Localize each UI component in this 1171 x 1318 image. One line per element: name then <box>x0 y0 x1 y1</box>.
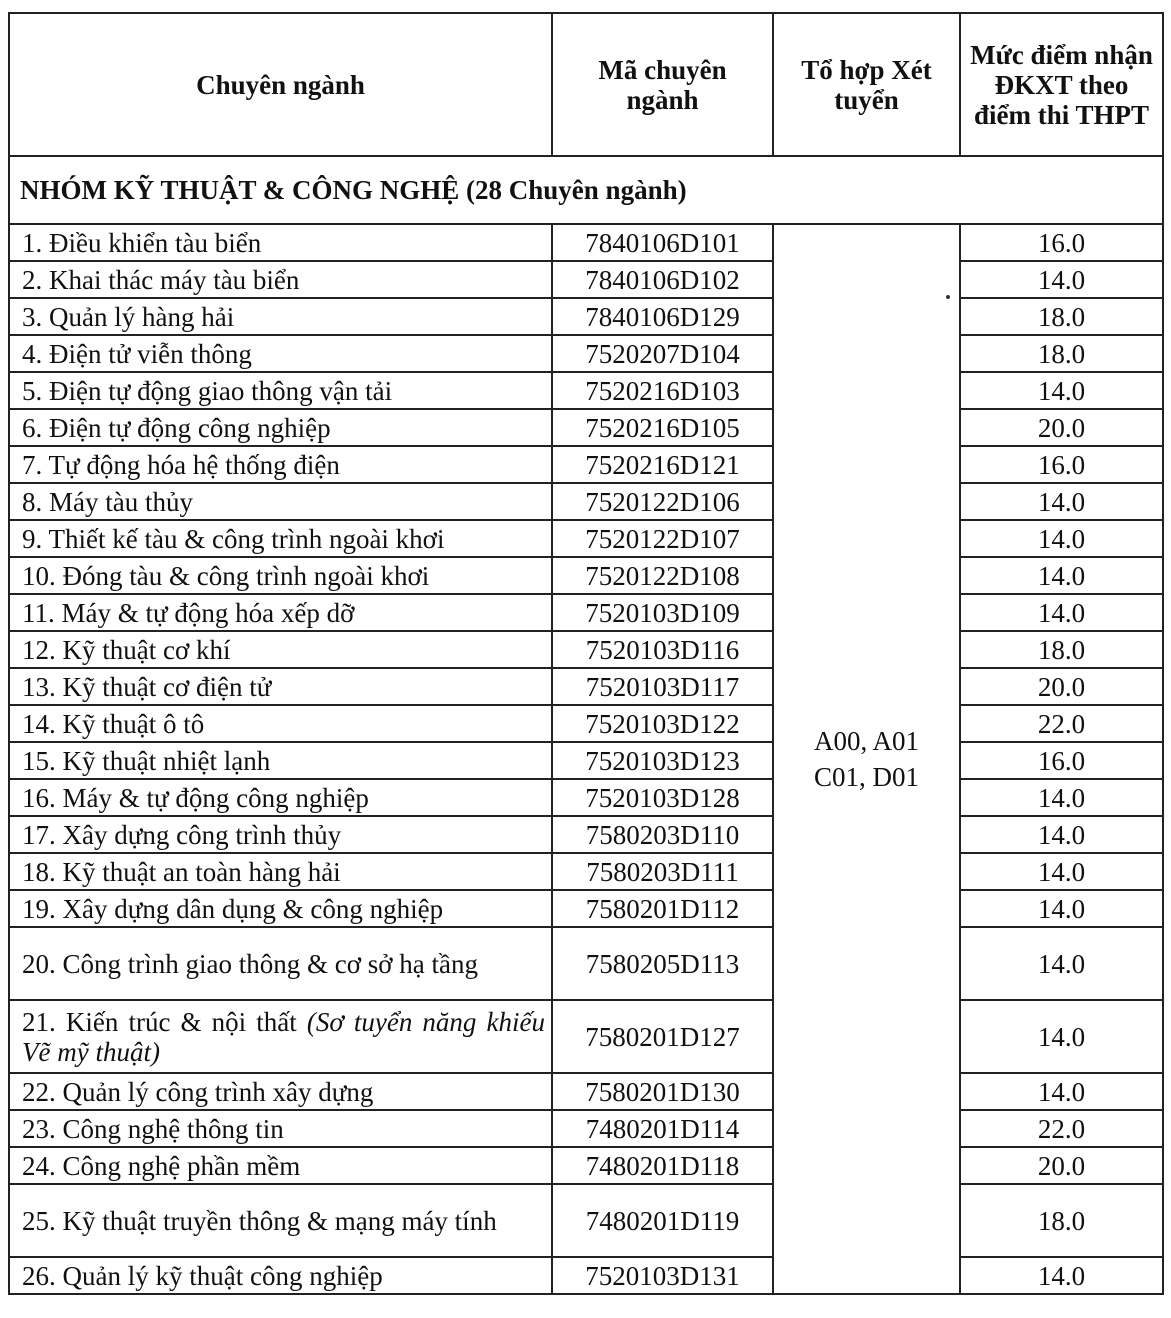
table-row <box>9 483 1163 520</box>
table-row <box>9 1110 1163 1147</box>
major-name: 26. Quản lý kỹ thuật công nghiệp <box>9 1257 552 1294</box>
min-score: 14.0 <box>960 890 1163 927</box>
min-score: 14.0 <box>960 927 1163 1000</box>
min-score: 16.0 <box>960 446 1163 483</box>
table-row <box>9 853 1163 890</box>
major-code: 7840106D102 <box>552 261 773 298</box>
table-row <box>9 927 1163 1000</box>
table-row <box>9 1184 1163 1257</box>
major-code: 7520103D123 <box>552 742 773 779</box>
min-score: 14.0 <box>960 594 1163 631</box>
min-score: 14.0 <box>960 261 1163 298</box>
min-score: 14.0 <box>960 1000 1163 1073</box>
major-code: 7580203D111 <box>552 853 773 890</box>
major-name: 12. Kỹ thuật cơ khí <box>9 631 552 668</box>
major-code: 7520103D131 <box>552 1257 773 1294</box>
table-row <box>9 594 1163 631</box>
major-name: 2. Khai thác máy tàu biển <box>9 261 552 298</box>
table-row <box>9 1073 1163 1110</box>
major-name: 23. Công nghệ thông tin <box>9 1110 552 1147</box>
header-code: Mã chuyên ngành <box>552 13 773 156</box>
min-score: 14.0 <box>960 557 1163 594</box>
major-name: 15. Kỹ thuật nhiệt lạnh <box>9 742 552 779</box>
major-code: 7520103D122 <box>552 705 773 742</box>
min-score: 14.0 <box>960 1257 1163 1294</box>
table-row <box>9 557 1163 594</box>
min-score: 14.0 <box>960 816 1163 853</box>
table-row <box>9 261 1163 298</box>
admission-table <box>8 12 1164 1295</box>
scan-speck <box>946 295 950 299</box>
min-score: 14.0 <box>960 853 1163 890</box>
major-code: 7480201D119 <box>552 1184 773 1257</box>
major-name: 1. Điều khiển tàu biển <box>9 224 552 261</box>
min-score: 14.0 <box>960 1073 1163 1110</box>
min-score: 16.0 <box>960 742 1163 779</box>
min-score: 18.0 <box>960 298 1163 335</box>
table-row <box>9 335 1163 372</box>
min-score: 14.0 <box>960 779 1163 816</box>
table-row <box>9 816 1163 853</box>
major-name: 17. Xây dựng công trình thủy <box>9 816 552 853</box>
table-row <box>9 631 1163 668</box>
min-score: 20.0 <box>960 1147 1163 1184</box>
combo-cell <box>773 224 960 1294</box>
major-name: 9. Thiết kế tàu & công trình ngoài khơi <box>9 520 552 557</box>
major-code: 7520103D109 <box>552 594 773 631</box>
major-code: 7520122D106 <box>552 483 773 520</box>
major-code: 7580201D112 <box>552 890 773 927</box>
group-title: NHÓM KỸ THUẬT & CÔNG NGHỆ (28 Chuyên ngành) <box>9 156 1163 224</box>
major-code: 7520216D105 <box>552 409 773 446</box>
major-name: 7. Tự động hóa hệ thống điện <box>9 446 552 483</box>
major-code: 7520216D121 <box>552 446 773 483</box>
table-row <box>9 1000 1163 1073</box>
major-name: 3. Quản lý hàng hải <box>9 298 552 335</box>
major-name: 16. Máy & tự động công nghiệp <box>9 779 552 816</box>
table-row <box>9 224 1163 261</box>
major-name: 20. Công trình giao thông & cơ sở hạ tầng <box>9 927 552 1000</box>
min-score: 14.0 <box>960 372 1163 409</box>
major-name: 11. Máy & tự động hóa xếp dỡ <box>9 594 552 631</box>
major-name: 21. Kiến trúc & nội thất (Sơ tuyển năng khiếu Vẽ mỹ thuật) <box>9 1000 552 1073</box>
min-score: 18.0 <box>960 631 1163 668</box>
min-score: 14.0 <box>960 483 1163 520</box>
major-note: (Sơ tuyển năng khiếu Vẽ mỹ thuật) <box>22 1006 546 1067</box>
table-row <box>9 705 1163 742</box>
min-score: 22.0 <box>960 1110 1163 1147</box>
major-code: 7520103D117 <box>552 668 773 705</box>
min-score: 20.0 <box>960 668 1163 705</box>
major-code: 7520122D107 <box>552 520 773 557</box>
table-row <box>9 409 1163 446</box>
table-row <box>9 1147 1163 1184</box>
major-code: 7580203D110 <box>552 816 773 853</box>
major-code: 7480201D114 <box>552 1110 773 1147</box>
header-row <box>9 13 1163 156</box>
table-row <box>9 372 1163 409</box>
major-code: 7580205D113 <box>552 927 773 1000</box>
major-name: 25. Kỹ thuật truyền thông & mạng máy tính <box>9 1184 552 1257</box>
major-code: 7520103D128 <box>552 779 773 816</box>
major-name: 19. Xây dựng dân dụng & công nghiệp <box>9 890 552 927</box>
major-code: 7840106D129 <box>552 298 773 335</box>
table-row <box>9 520 1163 557</box>
table-row <box>9 890 1163 927</box>
major-name: 13. Kỹ thuật cơ điện tử <box>9 668 552 705</box>
table-row <box>9 668 1163 705</box>
major-code: 7580201D127 <box>552 1000 773 1073</box>
min-score: 22.0 <box>960 705 1163 742</box>
table-row <box>9 446 1163 483</box>
major-code: 7480201D118 <box>552 1147 773 1184</box>
min-score: 20.0 <box>960 409 1163 446</box>
table-row <box>9 1257 1163 1294</box>
major-name: 14. Kỹ thuật ô tô <box>9 705 552 742</box>
major-code: 7520103D116 <box>552 631 773 668</box>
min-score: 14.0 <box>960 520 1163 557</box>
group-row <box>9 156 1163 224</box>
major-name: 18. Kỹ thuật an toàn hàng hải <box>9 853 552 890</box>
table-row <box>9 779 1163 816</box>
major-code: 7580201D130 <box>552 1073 773 1110</box>
major-name: 6. Điện tự động công nghiệp <box>9 409 552 446</box>
min-score: 18.0 <box>960 1184 1163 1257</box>
min-score: 18.0 <box>960 335 1163 372</box>
table-row <box>9 298 1163 335</box>
major-name: 4. Điện tử viễn thông <box>9 335 552 372</box>
major-code: 7520207D104 <box>552 335 773 372</box>
header-combo: Tổ hợp Xét tuyển <box>773 13 960 156</box>
major-code: 7520122D108 <box>552 557 773 594</box>
major-name: 10. Đóng tàu & công trình ngoài khơi <box>9 557 552 594</box>
min-score: 16.0 <box>960 224 1163 261</box>
combo-line: C01, D01 <box>813 762 919 792</box>
header-major: Chuyên ngành <box>9 13 552 156</box>
major-code: 7840106D101 <box>552 224 773 261</box>
header-score: Mức điểm nhận ĐKXT theo điểm thi THPT <box>960 13 1163 156</box>
major-code: 7520216D103 <box>552 372 773 409</box>
major-name: 5. Điện tự động giao thông vận tải <box>9 372 552 409</box>
combo-line: A00, A01 <box>813 726 919 756</box>
major-name: 22. Quản lý công trình xây dựng <box>9 1073 552 1110</box>
major-name: 8. Máy tàu thủy <box>9 483 552 520</box>
table-row <box>9 742 1163 779</box>
major-name: 24. Công nghệ phần mềm <box>9 1147 552 1184</box>
